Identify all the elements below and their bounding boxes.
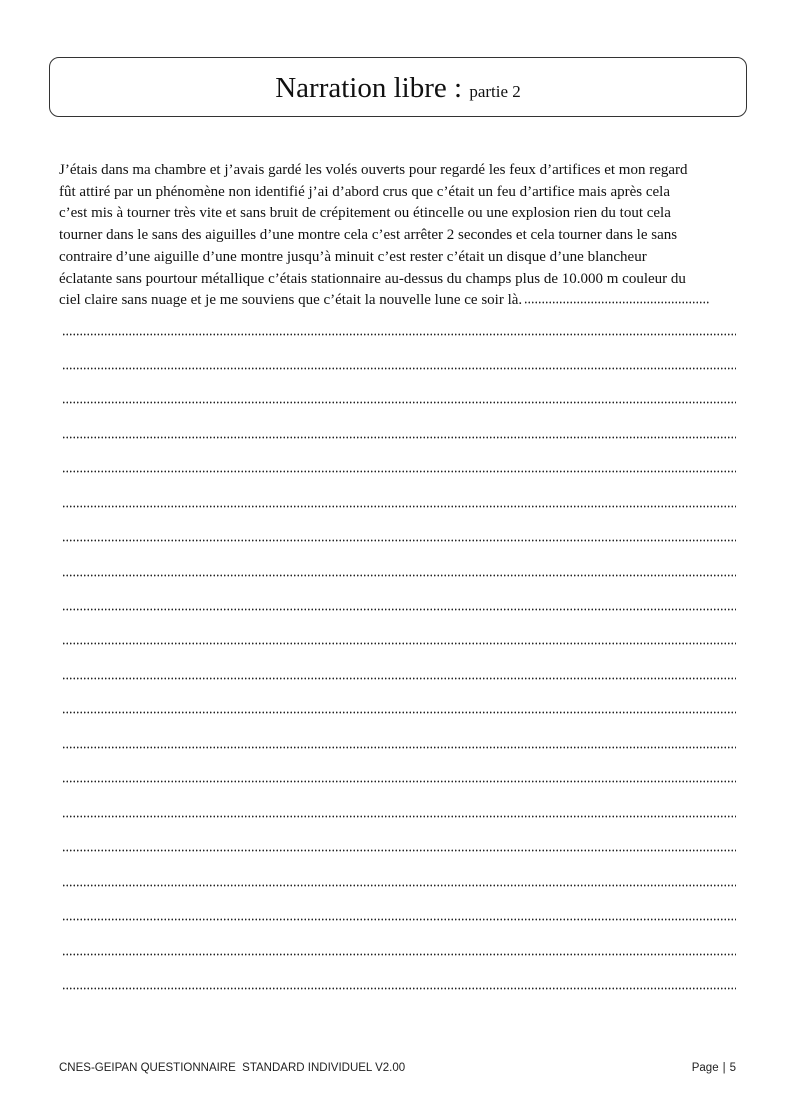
narrative-text xyxy=(59,160,739,312)
narrative-line: J’étais dans ma chambre et j’avais gardé les volés ouverts pour regardé les feux d’artifices et mon regard xyxy=(59,162,688,178)
narrative-line-text: ciel claire sans nuage et je me souviens que c’était la nouvelle lune ce soir là. xyxy=(59,292,523,309)
dotted-writing-line xyxy=(62,470,736,473)
dotted-fill xyxy=(524,294,709,304)
dotted-writing-line xyxy=(62,367,736,370)
narrative-line: contraire d’une aiguille d’une montre jusqu’à minuit c’est rester c’était un disque d’une blancheur xyxy=(59,248,647,265)
dotted-writing-line xyxy=(62,401,736,404)
dotted-writing-line xyxy=(62,333,736,336)
dotted-writing-line xyxy=(62,642,736,645)
dotted-writing-line xyxy=(62,780,736,783)
title-subtitle: partie 2 xyxy=(469,82,521,101)
dotted-writing-line xyxy=(62,608,736,611)
title-main: Narration libre : xyxy=(275,72,463,104)
footer-separator: | xyxy=(722,1062,726,1074)
dotted-writing-line xyxy=(62,677,736,680)
narrative-line: tourner dans le sans des aiguilles d’une montre cela c’est arrêter 2 secondes et cela tourner dans le sans xyxy=(59,227,678,244)
narrative-line-last xyxy=(59,290,739,312)
narrative-line: fût attiré par un phénomène non identifié j’ai d’abord crus que c’était un feu d’artifice mais après cela xyxy=(59,183,670,200)
title-box xyxy=(49,57,747,117)
footer-page-number: 5 xyxy=(729,1062,736,1074)
dotted-writing-line xyxy=(62,505,736,508)
narrative-line: c’est mis à tourner très vite et sans bruit de crépitement ou étincelle ou une explosion rien du tout cela xyxy=(59,205,671,222)
dotted-writing-line xyxy=(62,539,736,542)
page-title xyxy=(50,71,746,109)
narrative-line: éclatante sans pourtour métallique c’étais stationnaire au-dessus du champs plus de 10.000 m couleur du xyxy=(59,270,686,287)
dotted-writing-line xyxy=(62,746,736,749)
dotted-writing-line xyxy=(62,884,736,887)
footer-document-label: CNES-GEIPAN QUESTIONNAIRE STANDARD INDIVIDUEL V2.00 xyxy=(59,1062,406,1074)
dotted-writing-line xyxy=(62,987,736,990)
footer-page-indicator xyxy=(692,1060,736,1076)
dotted-writing-line xyxy=(62,711,736,714)
dotted-writing-line xyxy=(62,436,736,439)
page-footer xyxy=(59,1060,736,1076)
dotted-writing-line xyxy=(62,574,736,577)
dotted-writing-line xyxy=(62,849,736,852)
dotted-writing-line xyxy=(62,953,736,956)
footer-page-label: Page xyxy=(691,1062,719,1074)
dotted-writing-line xyxy=(62,918,736,921)
dotted-writing-line xyxy=(62,815,736,818)
